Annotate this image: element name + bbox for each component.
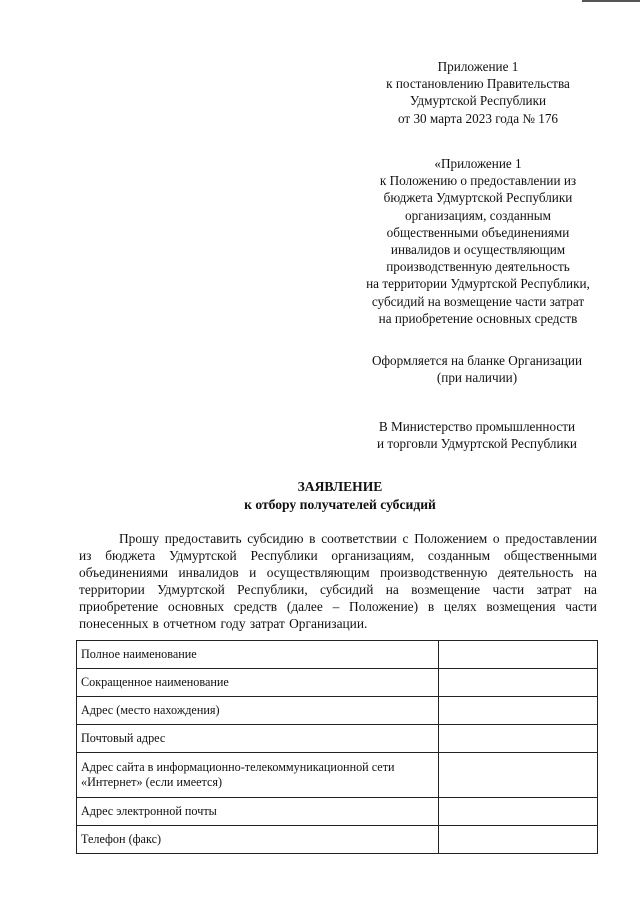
- top-edge-rule: [582, 0, 640, 2]
- paragraph-word: предоставлении: [505, 531, 597, 546]
- regulation-header-line: на территории Удмуртской Республики,: [366, 276, 590, 292]
- table-row: [77, 798, 598, 826]
- paragraph-word: части: [492, 582, 525, 598]
- paragraph-word: году: [220, 616, 246, 632]
- paragraph-word: на: [583, 582, 597, 598]
- paragraph-word: понесенных: [79, 616, 149, 632]
- letterhead-note-qualifier: (при наличии): [436, 370, 518, 386]
- table-row: [77, 641, 598, 669]
- paragraph-word: –: [332, 599, 340, 615]
- appendix-header-line: Удмуртской Республики: [409, 93, 547, 109]
- field-value-cell: [438, 826, 597, 854]
- paragraph-word: возмещения: [486, 599, 556, 615]
- field-label: Сокращенное наименование: [77, 669, 439, 697]
- paragraph-word: возмещение: [411, 582, 481, 598]
- paragraph-word: средств: [233, 599, 278, 615]
- paragraph-word: объединениями: [79, 565, 169, 581]
- regulation-header-line: «Приложение 1: [434, 156, 522, 171]
- regulation-header-line: организациям, созданным: [404, 207, 552, 223]
- appendix-header: [368, 58, 588, 127]
- paragraph-word: отчетном: [163, 616, 217, 632]
- table-row: [77, 753, 598, 798]
- regulation-header-line: субсидий на возмещение части затрат: [371, 293, 585, 309]
- regulation-header: [350, 155, 606, 327]
- paragraph-word: (далее: [286, 599, 323, 615]
- paragraph-word: с: [402, 531, 409, 546]
- field-value-cell: [438, 669, 597, 697]
- paragraph-word: Положение): [349, 599, 419, 615]
- field-value-cell: [438, 798, 597, 826]
- appendix-header-line: от 30 марта 2023 года № 176: [397, 110, 559, 126]
- regulation-header-line: к Положению о предоставлении из: [379, 173, 577, 189]
- paragraph-line: [79, 564, 597, 581]
- paragraph-word: созданным: [427, 548, 491, 564]
- paragraph-word: из: [79, 548, 92, 564]
- paragraph-word: Удмуртской: [168, 548, 237, 564]
- addressee-line: и торговли Удмуртской Республики: [377, 436, 577, 452]
- paragraph-line: [79, 615, 597, 632]
- paragraph-line: [79, 547, 597, 564]
- letterhead-note-line: Оформляется на бланке Организации: [371, 353, 583, 368]
- paragraph-word: субсидий: [320, 582, 374, 598]
- title-subtitle: к отбору получателей субсидий: [244, 497, 436, 512]
- document-title: [40, 478, 640, 514]
- paragraph-word: затрат: [536, 582, 572, 598]
- paragraph-word: части: [565, 599, 597, 615]
- paragraph-word: соответствии: [321, 531, 397, 546]
- paragraph-word: общественными: [503, 548, 597, 564]
- field-label: Телефон (факс): [77, 826, 439, 854]
- paragraph-word: организациям,: [331, 548, 415, 564]
- paragraph-word: в: [427, 599, 435, 615]
- appendix-header-line: к постановлению Правительства: [386, 76, 570, 92]
- table-row: [77, 826, 598, 854]
- paragraph-line: [79, 581, 597, 598]
- paragraph-word: бюджета: [105, 548, 156, 564]
- paragraph-word: целях: [443, 599, 477, 615]
- paragraph-word: основных: [168, 599, 225, 615]
- paragraph-word: производственную: [380, 565, 488, 581]
- paragraph-word: субсидию: [247, 531, 304, 546]
- paragraph-word: на: [385, 582, 399, 598]
- paragraph-word: Республики: [250, 548, 318, 564]
- field-value-cell: [438, 753, 597, 798]
- paragraph-word: территории: [79, 582, 145, 598]
- field-value-cell: [438, 697, 597, 725]
- table-row: [77, 697, 598, 725]
- field-label: Адрес электронной почты: [77, 798, 439, 826]
- letterhead-note: [350, 352, 604, 386]
- paragraph-word: Организации.: [289, 616, 368, 632]
- organization-info-table: [76, 640, 598, 854]
- regulation-header-line: производственную деятельность: [386, 259, 570, 275]
- paragraph-word: Республики,: [237, 582, 308, 598]
- addressee-line: В Министерство промышленности: [378, 419, 576, 434]
- paragraph-line: [79, 598, 597, 615]
- paragraph-line: [79, 530, 597, 547]
- field-value-cell: [438, 641, 597, 669]
- paragraph-word: о: [492, 531, 500, 546]
- paragraph-word: и: [249, 565, 257, 581]
- paragraph-word: Прошу: [119, 531, 160, 546]
- paragraph-word: Удмуртской: [157, 582, 225, 598]
- title-main: ЗАЯВЛЕНИЕ: [297, 479, 383, 494]
- regulation-header-line: общественными объединениями: [386, 224, 570, 240]
- paragraph-word: инвалидов: [178, 565, 239, 581]
- paragraph-word: осуществляющим: [266, 565, 370, 581]
- regulation-header-line: на приобретение основных средств: [378, 310, 578, 326]
- addressee: [350, 418, 604, 452]
- regulation-header-line: бюджета Удмуртской Республики: [383, 190, 573, 206]
- paragraph-word: на: [583, 565, 597, 581]
- paragraph-word: предоставить: [164, 531, 242, 546]
- paragraph-word: в: [152, 616, 159, 632]
- table-row: [77, 669, 598, 697]
- table-row: [77, 725, 598, 753]
- field-label: Полное наименование: [77, 641, 439, 669]
- field-label: Адрес (место нахождения): [77, 697, 439, 725]
- regulation-header-line: инвалидов и осуществляющим: [390, 242, 566, 258]
- paragraph-word: деятельность: [497, 565, 574, 581]
- paragraph-word: Положением: [414, 531, 488, 546]
- paragraph-word: затрат: [249, 616, 285, 632]
- paragraph-word: в: [309, 531, 316, 546]
- paragraph-word: приобретение: [79, 599, 159, 615]
- field-value-cell: [438, 725, 597, 753]
- application-paragraph: [79, 530, 597, 633]
- field-label: Почтовый адрес: [77, 725, 439, 753]
- appendix-header-line: Приложение 1: [437, 59, 519, 74]
- field-label: Адрес сайта в информационно-телекоммуникационной сети «Интернет» (если имеется): [77, 753, 439, 798]
